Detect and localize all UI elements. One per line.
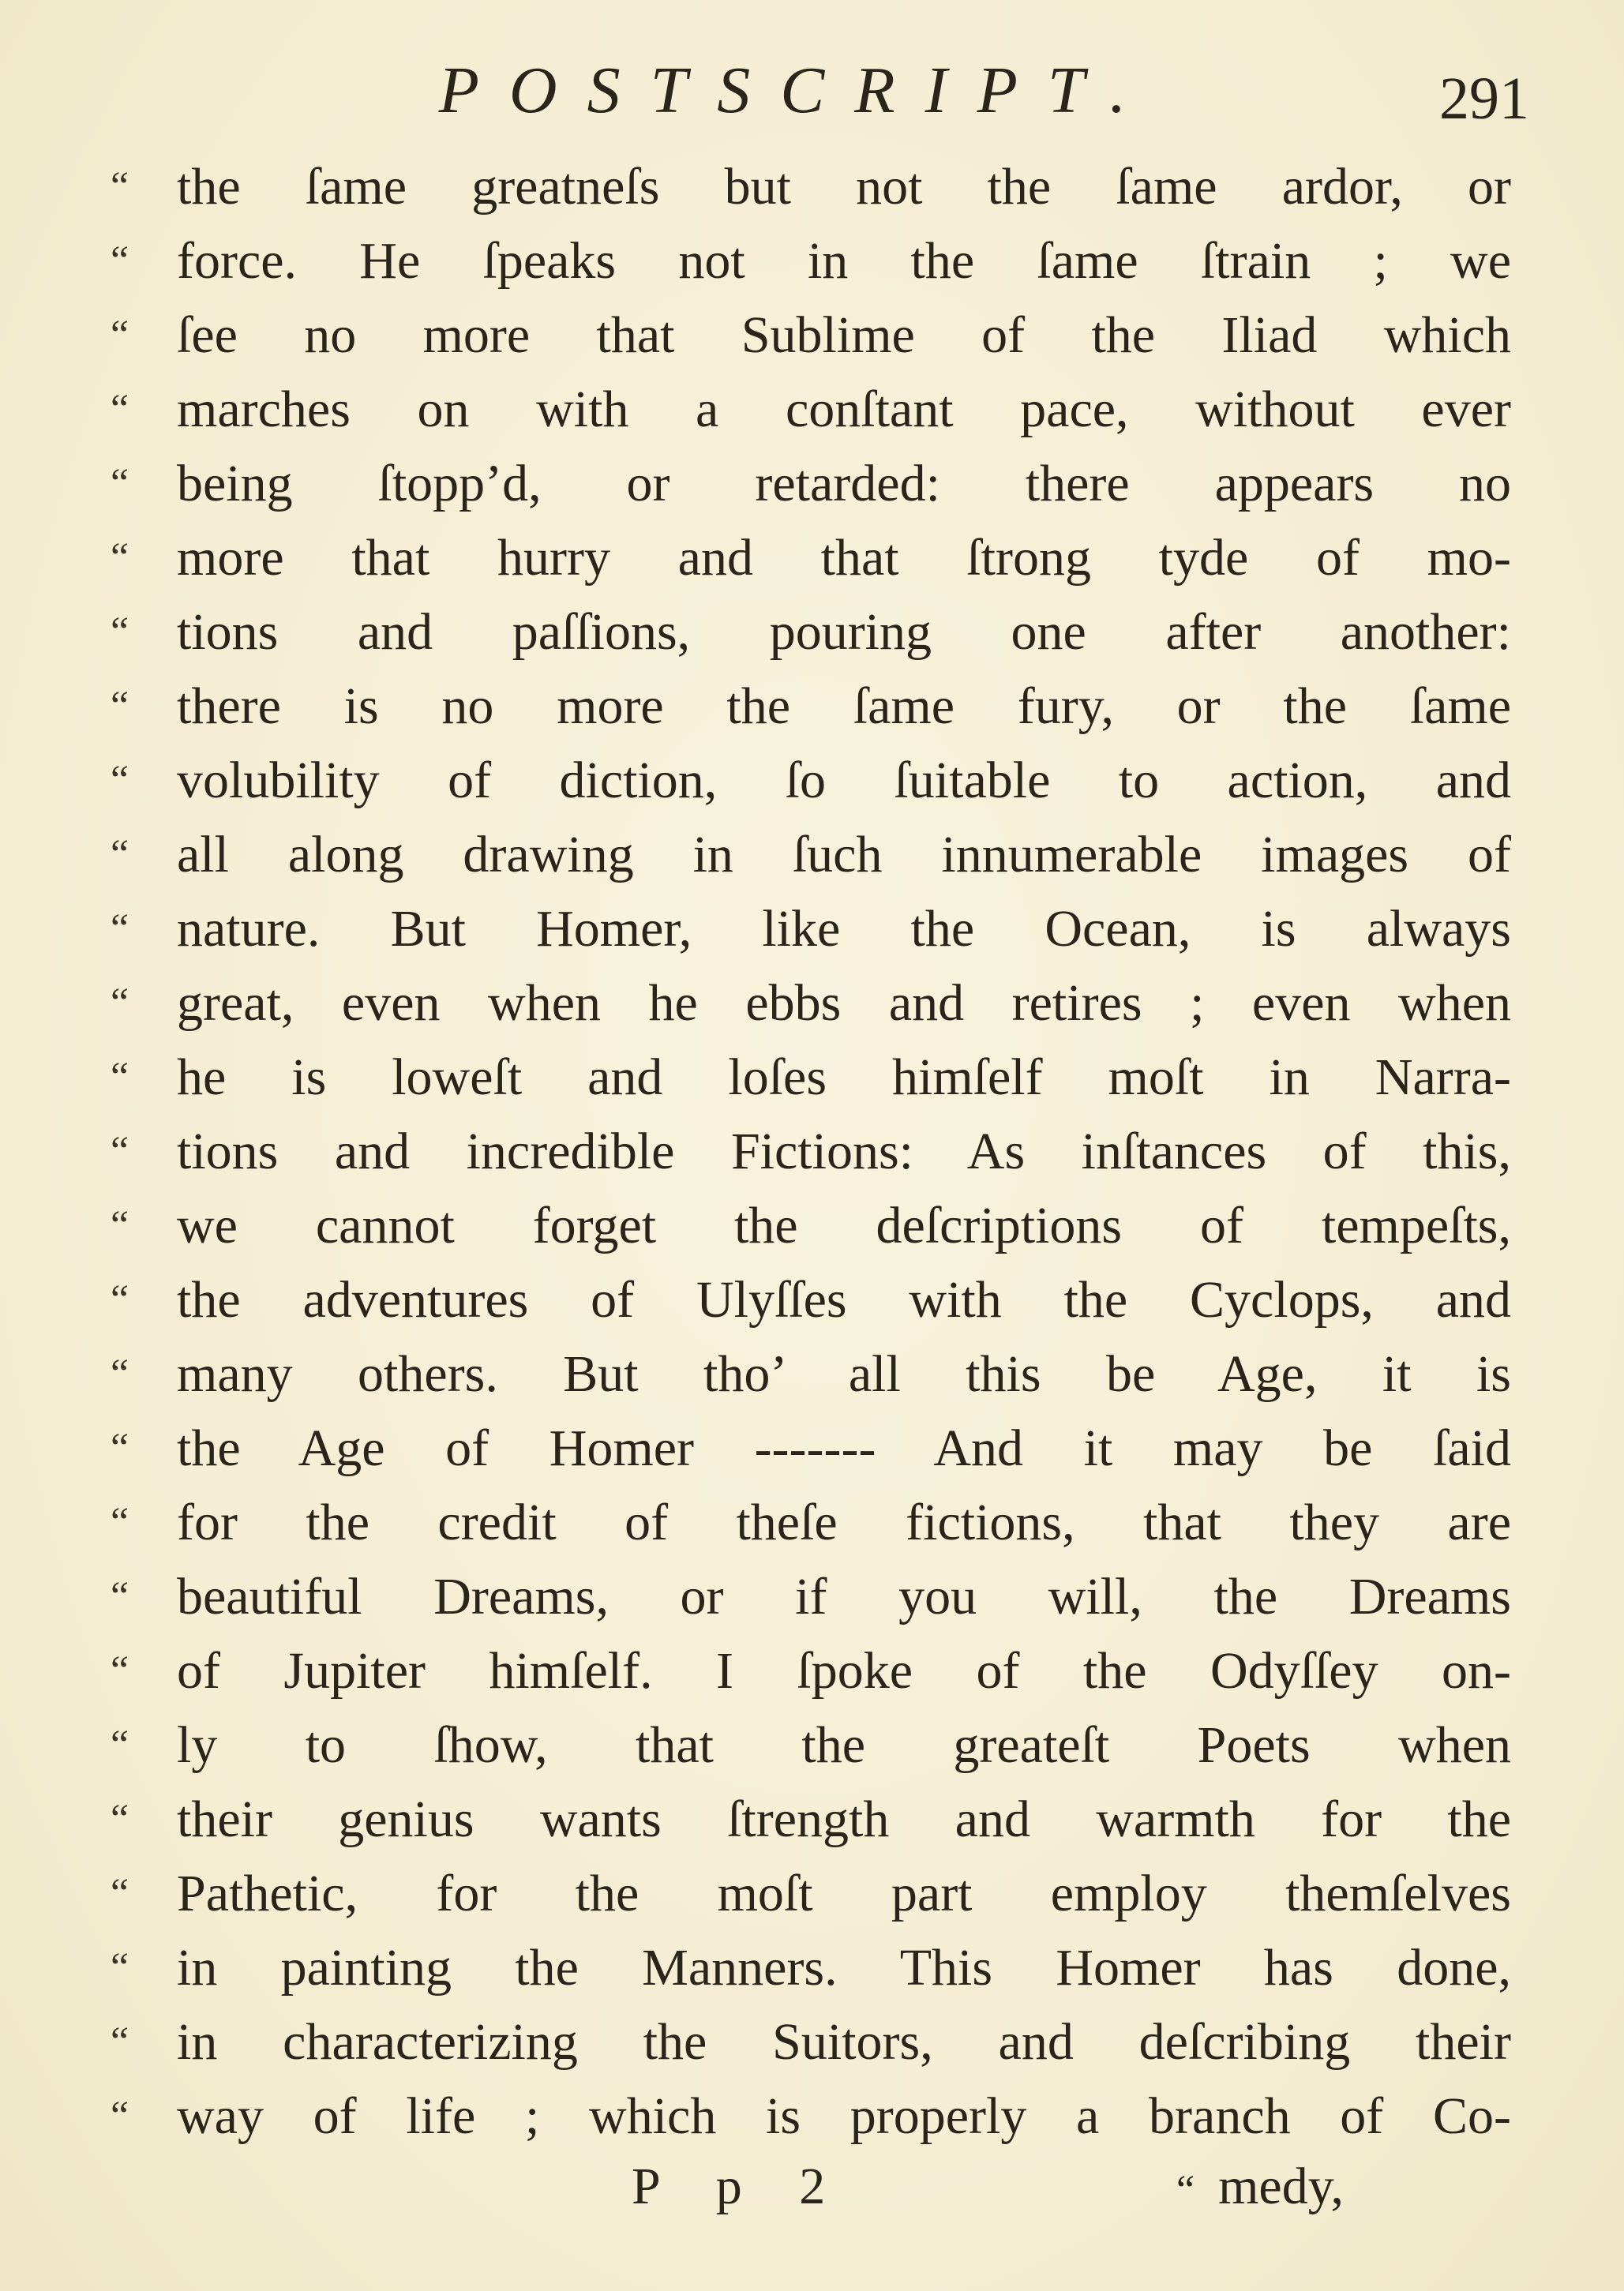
text-line — [111, 1560, 1511, 1634]
quote-mark: “ — [111, 1500, 129, 1545]
line-text: there is no more the ſame fury, or the ſame — [177, 677, 1511, 735]
text-line — [111, 1263, 1511, 1337]
line-text: in painting the Manners. This Homer has done, — [177, 1939, 1511, 1997]
running-head — [0, 47, 1624, 134]
catchword — [1176, 2147, 1344, 2230]
line-text: we cannot forget the deſcriptions of tempeſts, — [177, 1197, 1511, 1254]
body-text — [111, 150, 1511, 2154]
line-text: nature. But Homer, like the Ocean, is always — [177, 900, 1511, 958]
quote-mark: “ — [111, 1574, 129, 1619]
quote-mark: “ — [111, 313, 129, 358]
quote-mark: “ — [111, 1129, 129, 1174]
line-text: more that hurry and that ſtrong tyde of mo- — [177, 529, 1511, 587]
quote-mark: “ — [111, 1277, 129, 1322]
quote-mark: “ — [111, 1797, 129, 1842]
quote-mark: “ — [111, 832, 129, 877]
text-line — [111, 2079, 1511, 2154]
line-text: way of life ; which is properly a branch of Co- — [177, 2087, 1511, 2145]
quote-mark: “ — [111, 535, 129, 580]
quote-mark: “ — [111, 2094, 129, 2139]
text-line — [111, 447, 1511, 521]
line-text: the adventures of Ulyſſes with the Cyclops, and — [177, 1271, 1511, 1329]
line-text: their genius wants ſtrength and warmth for the — [177, 1790, 1511, 1848]
line-text: tions and paſſions, pouring one after another: — [177, 603, 1511, 661]
line-text: marches on with a conſtant pace, without ever — [177, 381, 1511, 438]
text-line — [111, 1857, 1511, 1931]
line-text: great, even when he ebbs and retires ; even when — [177, 974, 1511, 1032]
text-line — [111, 521, 1511, 595]
line-text: of Jupiter himſelf. I ſpoke of the Odyſſey on- — [177, 1642, 1511, 1700]
text-line — [111, 2005, 1511, 2079]
quote-mark: “ — [111, 981, 129, 1026]
quote-mark: “ — [111, 1426, 129, 1471]
line-text: for the credit of theſe fictions, that they are — [177, 1494, 1511, 1551]
text-line — [111, 1189, 1511, 1263]
line-text: many others. But tho’ all this be Age, it is — [177, 1345, 1511, 1403]
line-text: tions and incredible Fictions: As inſtances of this, — [177, 1123, 1511, 1180]
signature-mark: P p 2 — [632, 2158, 848, 2215]
text-line — [111, 966, 1511, 1041]
catchword-quote-mark: “ — [1176, 2168, 1195, 2213]
text-line — [111, 744, 1511, 818]
text-line — [111, 1486, 1511, 1560]
quote-mark: “ — [111, 758, 129, 803]
line-text: volubility of diction, ſo ſuitable to action, and — [177, 752, 1511, 809]
quote-mark: “ — [111, 1203, 129, 1248]
text-line — [111, 298, 1511, 373]
text-line — [111, 818, 1511, 892]
quote-mark: “ — [111, 2019, 129, 2064]
quote-mark: “ — [111, 387, 129, 432]
line-text: the ſame greatneſs but not the ſame ardor, or — [177, 158, 1511, 216]
text-line — [111, 150, 1511, 224]
quote-mark: “ — [111, 684, 129, 729]
text-line — [111, 1931, 1511, 2005]
line-text: the Age of Homer ------- And it may be ſaid — [177, 1419, 1511, 1477]
text-line — [111, 1783, 1511, 1857]
text-line — [111, 1041, 1511, 1115]
quote-mark: “ — [111, 1648, 129, 1693]
text-line — [111, 373, 1511, 447]
page-header-title: POSTSCRIPT. — [438, 54, 1157, 127]
line-text: beautiful Dreams, or if you will, the Dreams — [177, 1568, 1511, 1625]
text-line — [111, 892, 1511, 966]
text-line — [111, 224, 1511, 298]
line-text: ſee no more that Sublime of the Iliad which — [177, 306, 1511, 364]
text-line — [111, 1634, 1511, 1708]
line-text: he is loweſt and loſes himſelf moſt in Narra- — [177, 1048, 1511, 1106]
quote-mark: “ — [111, 461, 129, 506]
quote-mark: “ — [111, 906, 129, 951]
line-text: ly to ſhow, that the greateſt Poets when — [177, 1716, 1511, 1774]
quote-mark: “ — [111, 164, 129, 209]
line-text: force. He ſpeaks not in the ſame ſtrain ; we — [177, 232, 1511, 290]
quote-mark: “ — [111, 1723, 129, 1768]
quote-mark: “ — [111, 238, 129, 283]
line-text: in characterizing the Suitors, and deſcribing their — [177, 2013, 1511, 2071]
line-text: being ſtopp’d, or retarded: there appears no — [177, 455, 1511, 512]
line-text: all along drawing in ſuch innumerable images of — [177, 826, 1511, 883]
text-line — [111, 595, 1511, 669]
quote-mark: “ — [111, 609, 129, 654]
catchword-text: medy, — [1218, 2158, 1344, 2215]
quote-mark: “ — [111, 1352, 129, 1397]
quote-mark: “ — [111, 1055, 129, 1100]
text-line — [111, 1708, 1511, 1783]
text-line — [111, 1337, 1511, 1412]
line-text: Pathetic, for the moſt part employ themſelves — [177, 1865, 1511, 1922]
page-footer — [0, 2147, 1624, 2226]
page-number: 291 — [1439, 66, 1529, 132]
text-line — [111, 1412, 1511, 1486]
text-line — [111, 1115, 1511, 1189]
text-line — [111, 669, 1511, 744]
quote-mark: “ — [111, 1871, 129, 1916]
quote-mark: “ — [111, 1945, 129, 1990]
